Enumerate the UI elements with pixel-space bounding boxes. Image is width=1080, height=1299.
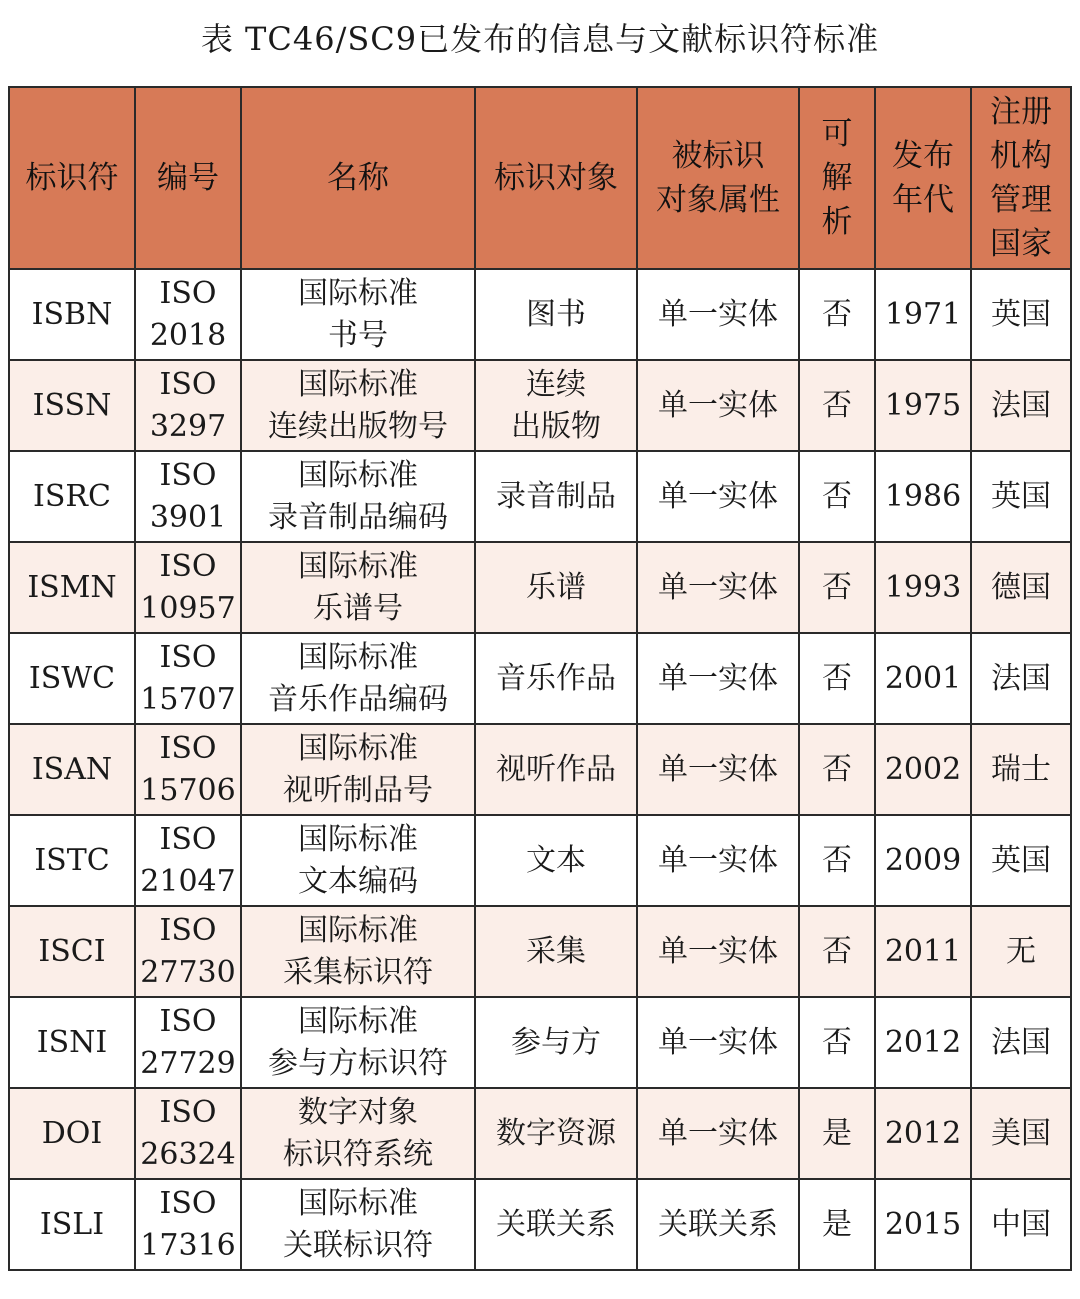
- cell-year: 2011: [875, 906, 971, 997]
- cell-object: [475, 906, 637, 997]
- table-title: 表 TC46/SC9已发布的信息与文献标识符标准: [200, 20, 880, 58]
- cell-identifier: ISWC: [9, 633, 135, 724]
- header-identifier: [9, 87, 135, 269]
- cell-object-line: 图书: [526, 296, 586, 332]
- cell-object: [475, 269, 637, 360]
- cell-year: 2015: [875, 1179, 971, 1270]
- cell-number-line: ISO: [159, 366, 217, 402]
- cell-country: 英国: [971, 815, 1071, 906]
- table-row: [9, 360, 1071, 451]
- cell-name: [241, 1179, 475, 1270]
- cell-name-line: 国际标准: [298, 548, 418, 584]
- cell-object: [475, 997, 637, 1088]
- identifier-standards-table: [8, 86, 1072, 1271]
- cell-attribute: 单一实体: [637, 633, 799, 724]
- cell-name: [241, 815, 475, 906]
- cell-attribute: 单一实体: [637, 724, 799, 815]
- header-line: 标识符: [25, 160, 119, 196]
- cell-attribute: 单一实体: [637, 815, 799, 906]
- cell-attribute: 单一实体: [637, 269, 799, 360]
- cell-number: [135, 360, 241, 451]
- cell-object: [475, 815, 637, 906]
- cell-year: 1993: [875, 542, 971, 633]
- cell-country: 德国: [971, 542, 1071, 633]
- cell-name-line: 国际标准: [298, 912, 418, 948]
- cell-year: 2009: [875, 815, 971, 906]
- cell-name-line: 国际标准: [298, 1185, 418, 1221]
- cell-number: [135, 633, 241, 724]
- table-row: [9, 1088, 1071, 1179]
- cell-attribute: 单一实体: [637, 451, 799, 542]
- cell-number-line: ISO: [159, 912, 217, 948]
- cell-year: 2012: [875, 997, 971, 1088]
- cell-name-line: 国际标准: [298, 1003, 418, 1039]
- cell-name-line: 国际标准: [298, 457, 418, 493]
- cell-attribute: 单一实体: [637, 1088, 799, 1179]
- cell-object-line: 连续: [526, 366, 586, 402]
- cell-resolvable: 否: [799, 815, 875, 906]
- cell-country: 无: [971, 906, 1071, 997]
- cell-name-line: 音乐作品编码: [268, 681, 448, 717]
- cell-country: 中国: [971, 1179, 1071, 1270]
- cell-number-line: 27729: [140, 1045, 236, 1081]
- cell-number: [135, 906, 241, 997]
- cell-name-line: 数字对象: [298, 1094, 418, 1130]
- cell-name: [241, 724, 475, 815]
- cell-name: [241, 360, 475, 451]
- cell-number-line: ISO: [159, 730, 217, 766]
- cell-country: 法国: [971, 360, 1071, 451]
- header-line: 国家: [990, 226, 1052, 262]
- cell-object: [475, 451, 637, 542]
- table-row: [9, 815, 1071, 906]
- table-body: [9, 269, 1071, 1270]
- cell-object: [475, 360, 637, 451]
- cell-number-line: 2018: [149, 317, 227, 353]
- cell-number: [135, 1088, 241, 1179]
- cell-name: [241, 1088, 475, 1179]
- cell-name-line: 录音制品编码: [268, 499, 448, 535]
- cell-name: [241, 997, 475, 1088]
- cell-identifier: ISBN: [9, 269, 135, 360]
- cell-name-line: 国际标准: [298, 730, 418, 766]
- cell-number-line: 27730: [140, 954, 236, 990]
- cell-number-line: ISO: [159, 821, 217, 857]
- cell-country: 美国: [971, 1088, 1071, 1179]
- header-line: 年代: [892, 182, 954, 218]
- cell-name-line: 国际标准: [298, 275, 418, 311]
- cell-resolvable: 否: [799, 451, 875, 542]
- cell-number-line: 21047: [140, 863, 236, 899]
- header-line: 发布: [892, 138, 954, 174]
- header-year: [875, 87, 971, 269]
- cell-country: 瑞士: [971, 724, 1071, 815]
- cell-identifier: ISCI: [9, 906, 135, 997]
- cell-name-line: 关联标识符: [283, 1227, 433, 1263]
- cell-resolvable: 否: [799, 269, 875, 360]
- header-line: 对象属性: [656, 182, 780, 218]
- cell-country: 英国: [971, 269, 1071, 360]
- cell-resolvable: 是: [799, 1088, 875, 1179]
- table-row: [9, 1179, 1071, 1270]
- cell-number-line: 15706: [140, 772, 236, 808]
- table-row: [9, 724, 1071, 815]
- cell-number-line: ISO: [159, 1185, 217, 1221]
- cell-object-line: 视听作品: [496, 751, 616, 787]
- cell-name-line: 采集标识符: [283, 954, 433, 990]
- header-line: 可: [821, 116, 853, 152]
- cell-name: [241, 542, 475, 633]
- cell-object-line: 乐谱: [526, 569, 586, 605]
- cell-object-line: 出版物: [511, 408, 601, 444]
- cell-country: 法国: [971, 997, 1071, 1088]
- table-row: [9, 542, 1071, 633]
- cell-number: [135, 542, 241, 633]
- cell-resolvable: 否: [799, 360, 875, 451]
- cell-number: [135, 997, 241, 1088]
- cell-object: [475, 1088, 637, 1179]
- cell-resolvable: 否: [799, 906, 875, 997]
- cell-resolvable: 否: [799, 542, 875, 633]
- cell-year: 2002: [875, 724, 971, 815]
- cell-name-line: 连续出版物号: [268, 408, 448, 444]
- cell-number-line: 15707: [140, 681, 236, 717]
- cell-object-line: 录音制品: [496, 478, 616, 514]
- cell-number: [135, 451, 241, 542]
- cell-identifier: ISRC: [9, 451, 135, 542]
- cell-number-line: ISO: [159, 1094, 217, 1130]
- header-number: [135, 87, 241, 269]
- cell-resolvable: 否: [799, 633, 875, 724]
- cell-object: [475, 724, 637, 815]
- cell-name-line: 文本编码: [298, 863, 418, 899]
- cell-number: [135, 815, 241, 906]
- header-line: 注册: [990, 94, 1052, 130]
- cell-country: 法国: [971, 633, 1071, 724]
- header-resolvable: [799, 87, 875, 269]
- table-row: [9, 451, 1071, 542]
- cell-resolvable: 是: [799, 1179, 875, 1270]
- cell-name: [241, 269, 475, 360]
- cell-object-line: 数字资源: [496, 1115, 616, 1151]
- cell-number-line: ISO: [159, 548, 217, 584]
- cell-name-line: 标识符系统: [283, 1136, 433, 1172]
- cell-number-line: 26324: [140, 1136, 236, 1172]
- cell-number: [135, 1179, 241, 1270]
- cell-name-line: 参与方标识符: [268, 1045, 448, 1081]
- cell-resolvable: 否: [799, 997, 875, 1088]
- header-line: 解: [821, 160, 853, 196]
- cell-attribute: 单一实体: [637, 997, 799, 1088]
- header-country: [971, 87, 1071, 269]
- header-name: [241, 87, 475, 269]
- header-line: 编号: [157, 160, 219, 196]
- cell-number: [135, 724, 241, 815]
- cell-attribute: 单一实体: [637, 542, 799, 633]
- cell-attribute: 单一实体: [637, 360, 799, 451]
- cell-identifier: ISMN: [9, 542, 135, 633]
- cell-object-line: 参与方: [511, 1024, 601, 1060]
- cell-name-line: 乐谱号: [313, 590, 403, 626]
- cell-year: 1975: [875, 360, 971, 451]
- cell-identifier: ISTC: [9, 815, 135, 906]
- cell-number-line: ISO: [159, 1003, 217, 1039]
- header-line: 机构: [990, 138, 1052, 174]
- cell-number-line: ISO: [159, 639, 217, 675]
- cell-name-line: 国际标准: [298, 821, 418, 857]
- cell-attribute: 关联关系: [637, 1179, 799, 1270]
- cell-country: 英国: [971, 451, 1071, 542]
- cell-object: [475, 633, 637, 724]
- cell-resolvable: 否: [799, 724, 875, 815]
- cell-number-line: 3297: [149, 408, 227, 444]
- cell-identifier: ISLI: [9, 1179, 135, 1270]
- cell-year: 2012: [875, 1088, 971, 1179]
- table-row: [9, 633, 1071, 724]
- cell-number-line: 17316: [140, 1227, 236, 1263]
- cell-object-line: 文本: [526, 842, 586, 878]
- cell-year: 1971: [875, 269, 971, 360]
- cell-object: [475, 542, 637, 633]
- header-attribute: [637, 87, 799, 269]
- cell-number: [135, 269, 241, 360]
- cell-number-line: 3901: [149, 499, 227, 535]
- cell-identifier: ISSN: [9, 360, 135, 451]
- header-line: 管理: [990, 182, 1052, 218]
- cell-name: [241, 906, 475, 997]
- cell-name: [241, 451, 475, 542]
- table-row: [9, 906, 1071, 997]
- cell-identifier: ISNI: [9, 997, 135, 1088]
- cell-year: 2001: [875, 633, 971, 724]
- cell-object-line: 采集: [526, 933, 586, 969]
- cell-object-line: 关联关系: [496, 1206, 616, 1242]
- cell-name-line: 视听制品号: [283, 772, 433, 808]
- cell-number-line: 10957: [140, 590, 236, 626]
- cell-name-line: 国际标准: [298, 639, 418, 675]
- table-row: [9, 269, 1071, 360]
- cell-identifier: DOI: [9, 1088, 135, 1179]
- header-object: [475, 87, 637, 269]
- cell-object: [475, 1179, 637, 1270]
- header-line: 被标识: [671, 138, 765, 174]
- cell-name-line: 国际标准: [298, 366, 418, 402]
- cell-name-line: 书号: [328, 317, 388, 353]
- header-line: 析: [821, 204, 853, 240]
- cell-attribute: 单一实体: [637, 906, 799, 997]
- cell-year: 1986: [875, 451, 971, 542]
- cell-identifier: ISAN: [9, 724, 135, 815]
- cell-object-line: 音乐作品: [496, 660, 616, 696]
- cell-name: [241, 633, 475, 724]
- cell-number-line: ISO: [159, 457, 217, 493]
- header-line: 标识对象: [494, 160, 618, 196]
- header-row: [9, 87, 1071, 269]
- cell-number-line: ISO: [159, 275, 217, 311]
- table-row: [9, 997, 1071, 1088]
- header-line: 名称: [327, 160, 389, 196]
